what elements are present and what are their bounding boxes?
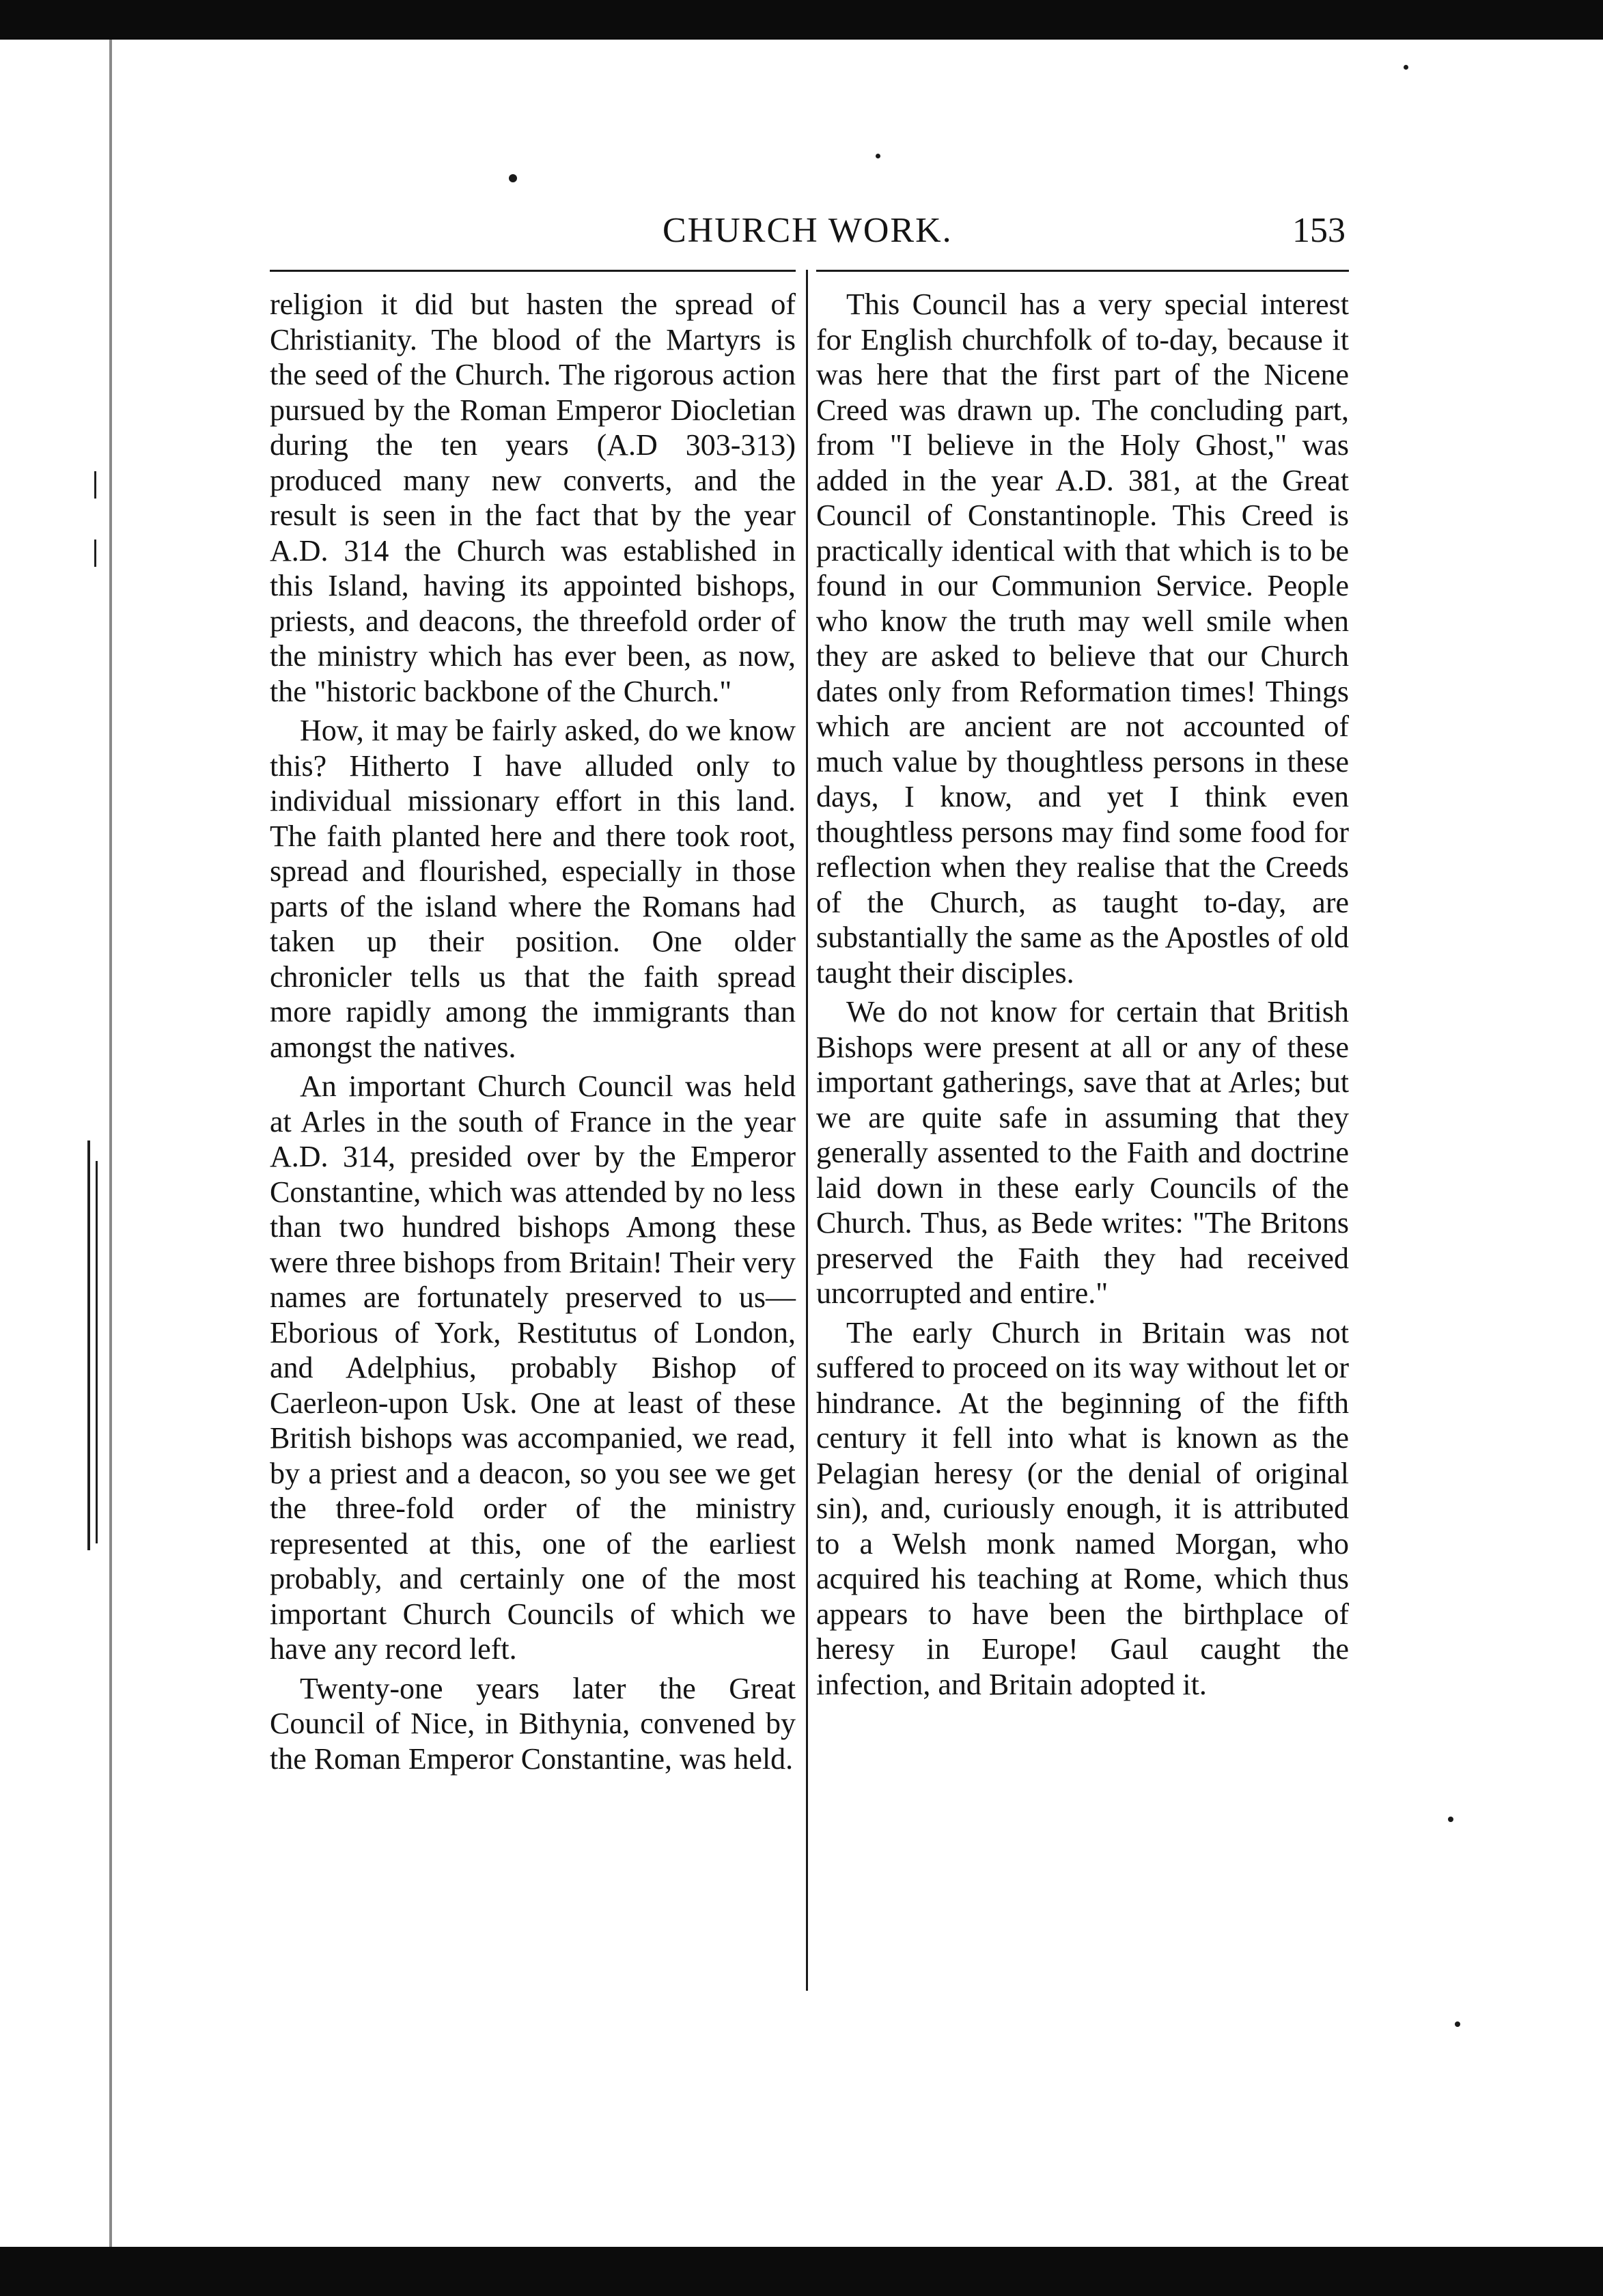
margin-tick-mark [94, 471, 96, 499]
running-title: CHURCH WORK. [663, 211, 953, 250]
paragraph: Twenty-one years later the Great Council of Nice, in Bithynia, convened by the Roman Emperor Constantine, was held. [270, 1671, 796, 1776]
running-head [260, 205, 1346, 266]
paragraph: religion it did but hasten the spread of Christianity. The blood of the Martyrs is the seed of the Church. The rigorous action pursued by the Roman Emperor Diocletian during the ten years (A.D 303-313) produced many new converts, and the result is seen in the fact that by the year A.D. 314 the Church was established in this Island, having its appointed bishops, priests, and deacons, the threefold order of the ministry which has ever been, as now, the "historic backbone of the Church." [270, 288, 796, 708]
paragraph: This Council has a very special interest for English churchfolk of to-day, because it was here that the first part of the Nicene Creed was drawn up. The concluding part, from "I believe in the Holy Ghost," was added in the year A.D. 381, at the Great Council of Constantinople. This Creed is practically identical with that which is to be found in our Communion Service. People who know the truth may well smile when they are asked to believe that our Church dates only from Reformation times! Things which are ancient are not accounted of much value by thoughtless persons in these days, I know, and yet I think even thoughtless persons may find some food for reflection when they realise that the Creeds of the Church, as taught to-day, are substantially the same as the Apostles of old taught their disciples. [816, 288, 1349, 990]
right-column [816, 287, 1349, 1706]
scan-speck [1448, 1817, 1453, 1822]
paragraph: How, it may be fairly asked, do we know this? Hitherto I have alluded only to individual missionary effort in this land. The faith planted here and there took root, spread and flourished, especially in those parts of the island where the Romans had taken up their position. One older chronicler tells us that the faith spread more rapidly among the immigrants than amongst the natives. [270, 714, 796, 1064]
scan-speck [1455, 2021, 1460, 2027]
page-edge-line [109, 40, 112, 2247]
paragraph: The early Church in Britain was not suffered to proceed on its way without let or hindrance. At the beginning of the fifth century it fell into what is known as the Pelagian heresy (or the denial of original sin), and, curiously enough, it is attributed to a Welsh monk named Morgan, who acquired his teaching at Rome, which thus appears to have been the birthplace of heresy in Europe! Gaul caught the infection, and Britain adopted it. [816, 1315, 1349, 1701]
paragraph: An important Church Council was held at Arles in the south of France in the year A.D. 314, presided over by the Emperor Constantine, which was attended by no less than two hundred bishops Among these were three bishops from Britain! Their very names are fortunately preserved to us—Eborious of York, Restitutus of London, and Adelphius, probably Bishop of Caerleon-upon Usk. One at least of these British bishops was accompanied, we read, by a priest and a deacon, so you see we get the three-fold order of the ministry represented at this, one of the earliest probably, and certainly one of the most important Church Councils of which we have any record left. [270, 1069, 796, 1666]
margin-bracket-mark [96, 1161, 98, 1543]
scan-speck [876, 154, 880, 158]
scan-speck [509, 174, 517, 182]
left-column [270, 287, 796, 1780]
paragraph: We do not know for certain that British Bishops were present at all or any of these important gatherings, save that at Arles; but we are quite safe in assuming that they generally assented to the Faith and doctrine laid down in these early Councils of the Church. Thus, as Bede writes: "The Britons preserved the Faith they had received uncorrupted and entire." [816, 995, 1349, 1310]
margin-bracket-mark [87, 1140, 90, 1550]
header-rule-left [270, 270, 796, 272]
header-rule-right [816, 270, 1349, 272]
scan-border-bottom [0, 2247, 1603, 2296]
column-divider [806, 270, 808, 1991]
scan-border-top [0, 0, 1603, 40]
page-number: 153 [1292, 211, 1346, 250]
margin-tick-mark [94, 540, 96, 567]
scan-speck [1404, 65, 1408, 70]
